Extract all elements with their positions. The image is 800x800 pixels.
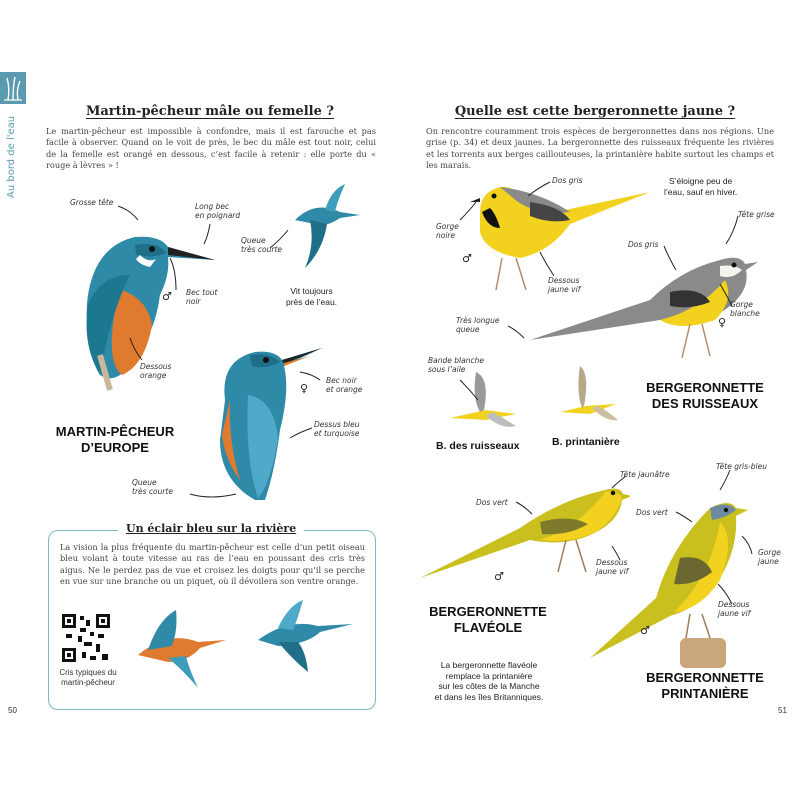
species-name-printaniere: BERGERONNETTE PRINTANIÈRE bbox=[646, 670, 764, 701]
kingfisher-flight-pair-illustration bbox=[128, 600, 368, 690]
male-symbol-4: ♂ bbox=[640, 624, 650, 637]
label-bande-blanche: Bande blanche sous l’aile bbox=[428, 356, 484, 374]
info-box-text: La vision la plus fréquente du martin-pêcheur est celle d’un petit oiseau bleu volant à toute vitesse au ras de l’eau en poussant des cris très aigus. Ne le perdez pas de vue et croisez les doigts pour qu’il se perche en vue sur une branche ou un piquet, où il dévoilera son ventre orange. bbox=[60, 542, 365, 587]
label-tete-jaunatre: Tête jaunâtre bbox=[620, 470, 670, 479]
label-gorge-jaune: Gorge jaune bbox=[758, 548, 781, 566]
label-dessus-bleu: Dessus bleu et turquoise bbox=[314, 420, 360, 438]
female-symbol: ♀ bbox=[300, 382, 309, 395]
info-box-title: Un éclair bleu sur la rivière bbox=[118, 522, 304, 535]
left-arrows bbox=[0, 0, 400, 520]
label-dos-gris-1: Dos gris bbox=[552, 176, 583, 185]
label-queue-courte-1: Queue très courte bbox=[241, 236, 283, 254]
species-name-ruisseaux: BERGERONNETTE DES RUISSEAUX bbox=[646, 380, 764, 411]
label-vit-toujours: Vit toujours près de l’eau. bbox=[286, 286, 338, 307]
qr-code[interactable] bbox=[62, 614, 110, 662]
right-intro: On rencontre couramment trois espèces de bergeronnettes dans nos régions. Une grise (p. 34) et deux jaunes. La bergeronnette des ruisseaux fréquente les rivières et les torrents aux berges caillouteuses, la printanière habite surtout les champs et les marais. bbox=[426, 126, 774, 170]
label-dessous-jaune-2: Dessous jaune vif bbox=[596, 558, 629, 576]
label-dessous-jaune-3: Dessous jaune vif bbox=[718, 600, 751, 618]
female-symbol-2: ♀ bbox=[718, 316, 727, 329]
label-gorge-noire: Gorge noire bbox=[436, 222, 459, 240]
right-heading: Quelle est cette bergeronnette jaune ? bbox=[454, 104, 736, 119]
label-dessous-jaune-1: Dessous jaune vif bbox=[548, 276, 581, 294]
flaveole-note: La bergeronnette flavéole remplace la printanière sur les côtes de la Manche et dans les îles Britanniques. bbox=[434, 660, 544, 702]
page-number-left: 50 bbox=[8, 706, 17, 715]
label-tete-gris-bleu: Tête gris-bleu bbox=[716, 462, 767, 471]
section-label: Au bord de l'eau bbox=[6, 115, 17, 198]
male-symbol-2: ♂ bbox=[462, 252, 472, 265]
species-name-printaniere-small: B. printanière bbox=[552, 436, 620, 448]
label-tete-grise: Tête grise bbox=[738, 210, 775, 219]
label-seloigne: S’éloigne peu de l’eau, sauf en hiver. bbox=[664, 176, 738, 197]
label-bec-noir: Bec tout noir bbox=[186, 288, 218, 306]
label-queue-courte-2: Queue très courte bbox=[132, 478, 174, 496]
label-grosse-tete: Grosse tête bbox=[70, 198, 114, 207]
species-name-ruisseaux-small: B. des ruisseaux bbox=[436, 440, 520, 452]
right-arrows bbox=[400, 160, 800, 640]
label-dos-vert-2: Dos vert bbox=[636, 508, 668, 517]
species-name-kingfisher: MARTIN-PÊCHEUR D’EUROPE bbox=[55, 424, 175, 455]
label-bec-noir-orange: Bec noir et orange bbox=[326, 376, 363, 394]
label-dos-vert-1: Dos vert bbox=[476, 498, 508, 507]
label-tres-longue-queue: Très longue queue bbox=[456, 316, 500, 334]
male-symbol: ♂ bbox=[162, 290, 172, 303]
male-symbol-3: ♂ bbox=[494, 570, 504, 583]
left-heading: Martin-pêcheur mâle ou femelle ? bbox=[85, 104, 335, 119]
label-dos-gris-2: Dos gris bbox=[628, 240, 659, 249]
label-dessous-orange: Dessous orange bbox=[140, 362, 172, 380]
label-gorge-blanche: Gorge blanche bbox=[730, 300, 760, 318]
label-long-bec: Long bec en poignard bbox=[195, 202, 241, 220]
species-name-flaveole: BERGERONNETTE FLAVÉOLE bbox=[429, 604, 547, 635]
page-number-right: 51 bbox=[778, 706, 787, 715]
left-intro: Le martin-pêcheur est impossible à confondre, mais il est farouche et pas facile à observer. Quand on le voit de près, le bec du mâle est tout noir, celui de la femelle est orangé en dessous, c’est facile à retenir : elle porte du « rouge à lèvres » ! bbox=[46, 126, 376, 170]
qr-caption: Cris typiques du martin-pêcheur bbox=[59, 668, 117, 687]
